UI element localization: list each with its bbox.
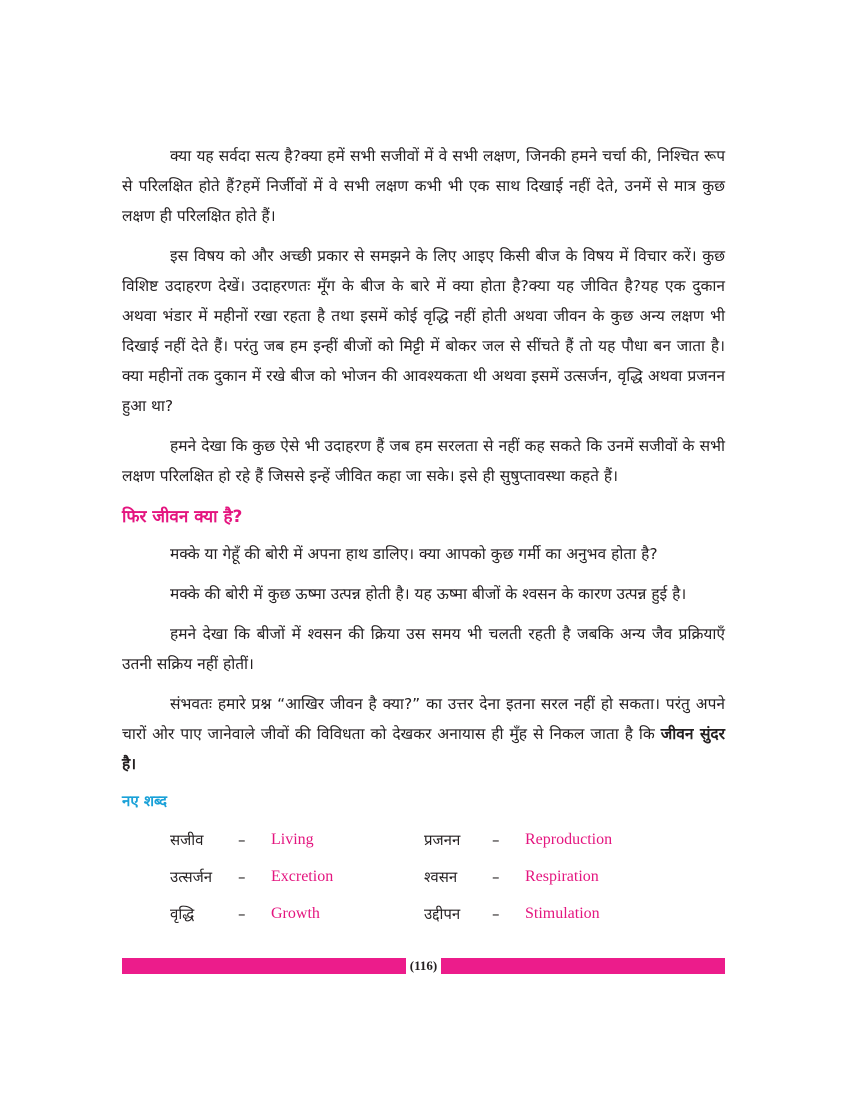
hindi-term: वृद्धि [170,904,195,923]
english-term: Excretion [271,867,334,885]
english-term: Stimulation [525,904,600,922]
footer-bar-right [441,958,725,974]
glossary-row [170,895,725,932]
footer-bar-left [122,958,406,974]
dash: – [238,867,246,886]
dash: – [238,904,246,923]
english-term: Growth [271,904,320,922]
paragraph: हमने देखा कि कुछ ऐसे भी उदाहरण हैं जब हम सरलता से नहीं कह सकते कि उनमें सजीवों के सभी लक्षण परिलक्षित हो रहे हैं जिससे इन्हें जीवित कहा जा सके। इसे ही सुषुप्तावस्था कहते हैं। [122,437,725,485]
hindi-term: श्वसन [424,867,458,886]
dash: – [238,830,246,849]
english-term: Reproduction [525,830,613,848]
paragraph: इस विषय को और अच्छी प्रकार से समझने के लिए आइए किसी बीज के विषय में विचार करें। कुछ विशिष्ट उदाहरण देखें। उदाहरणतः मूँग के बीज के बारे में क्या होता है?क्या यह जीवित है?यह एक दुकान अथवा भंडार में महीनों रखा रहता है तथा इसमें कोई वृद्धि नहीं होती अथवा जीवन के कुछ अन्य लक्षण भी दिखाई नहीं देते हैं। परंतु जब हम इन्हीं बीजों को मिट्टी में बोकर जल से सींचते हैं तो यह पौधा बन जाता है। क्या महीनों तक दुकान में रखे बीज को भोजन की आवश्यकता थी अथवा इसमें उत्सर्जन, वृद्धि अथवा प्रजनन हुआ था? [122,247,725,415]
glossary-row [170,821,725,858]
english-term: Living [271,830,314,848]
page-content [122,141,725,932]
english-term: Respiration [525,867,599,885]
dash: – [492,867,500,886]
closing-paragraph [122,689,725,779]
closing-bold-text: जीवन सुंदर है। [122,725,726,773]
dash: – [492,904,500,923]
hindi-term: उत्सर्जन [170,867,213,886]
hindi-term: सजीव [170,830,204,849]
dash: – [492,830,500,849]
paragraph: मक्के की बोरी में कुछ ऊष्मा उत्पन्न होती है। यह ऊष्मा बीजों के श्वसन के कारण उत्पन्न हुई है। [170,585,687,603]
hindi-term: प्रजनन [424,830,461,849]
page-number: (116) [409,958,438,973]
paragraph: क्या यह सर्वदा सत्य है?क्या हमें सभी सजीवों में वे सभी लक्षण, जिनकी हमने चर्चा की, निश्चित रूप से परिलक्षित होते हैं?हमें निर्जीवों में वे सभी लक्षण कभी भी एक साथ दिखाई नहीं देते, उनमें से मात्र कुछ लक्षण ही परिलक्षित होते हैं। [122,147,725,225]
footer-bar [122,958,725,974]
section-heading: फिर जीवन क्या है? [122,507,243,527]
new-words-heading: नए शब्द [122,792,168,810]
hindi-term: उद्दीपन [424,904,461,923]
paragraph: हमने देखा कि बीजों में श्वसन की क्रिया उस समय भी चलती रहती है जबकि अन्य जैव प्रक्रियाएँ उतनी सक्रिय नहीं होतीं। [122,625,725,673]
paragraph: मक्के या गेहूँ की बोरी में अपना हाथ डालिए। क्या आपको कुछ गर्मी का अनुभव होता है? [170,545,658,563]
closing-text: संभवतः हमारे प्रश्न “आखिर जीवन है क्या?” का उत्तर देना इतना सरल नहीं हो सकता। परंतु अपने चारों ओर पाए जानेवाले जीवों की विविधता को देखकर अनायास ही मुँह से निकल जाता है कि [122,695,725,743]
glossary-row [170,858,725,895]
glossary-table [170,821,725,932]
